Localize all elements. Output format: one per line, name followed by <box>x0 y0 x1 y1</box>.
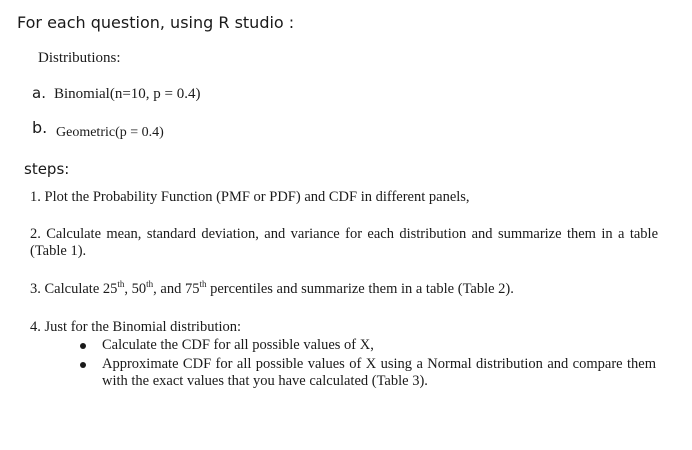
bullet-icon <box>80 343 86 349</box>
list-item-text: Calculate the CDF for all possible values of X, <box>102 337 374 353</box>
list-marker: a. <box>32 84 46 102</box>
step-3-text: percentiles and summarize them in a table (Table 2). <box>206 281 514 297</box>
step-4: 4. Just for the Binomial distribution: <box>30 319 242 335</box>
distribution-item-binomial <box>32 84 201 103</box>
distribution-text: Binomial(n=10, p = 0.4) <box>54 86 201 102</box>
binomial-sub-list <box>80 337 656 392</box>
step-3 <box>30 281 658 298</box>
list-item <box>80 356 656 390</box>
list-item <box>80 337 656 354</box>
distribution-text: Geometric(p = 0.4) <box>56 125 164 140</box>
bullet-icon <box>80 362 86 368</box>
step-3-text: 3. Calculate 25 <box>30 281 118 297</box>
step-3-text: , 50 <box>124 281 147 297</box>
step-2: 2. Calculate mean, standard deviation, and variance for each distribution and summarize them in a table (Table 1). <box>30 226 658 259</box>
step-3-text: , and 75 <box>153 281 200 297</box>
superscript: th <box>146 279 154 289</box>
step-1: 1. Plot the Probability Function (PMF or PDF) and CDF in different panels, <box>30 189 470 205</box>
page-heading: For each question, using R studio : <box>17 13 295 32</box>
superscript: th <box>199 279 207 289</box>
distributions-title: Distributions: <box>38 50 121 66</box>
list-marker: b. <box>32 118 48 137</box>
superscript: th <box>117 279 125 289</box>
distribution-item-geometric <box>32 118 164 138</box>
list-item-text: Approximate CDF for all possible values of X using a Normal distribution and compare them with the exact values that you have calculated (Table 3). <box>102 356 656 389</box>
steps-title: steps: <box>24 160 70 178</box>
